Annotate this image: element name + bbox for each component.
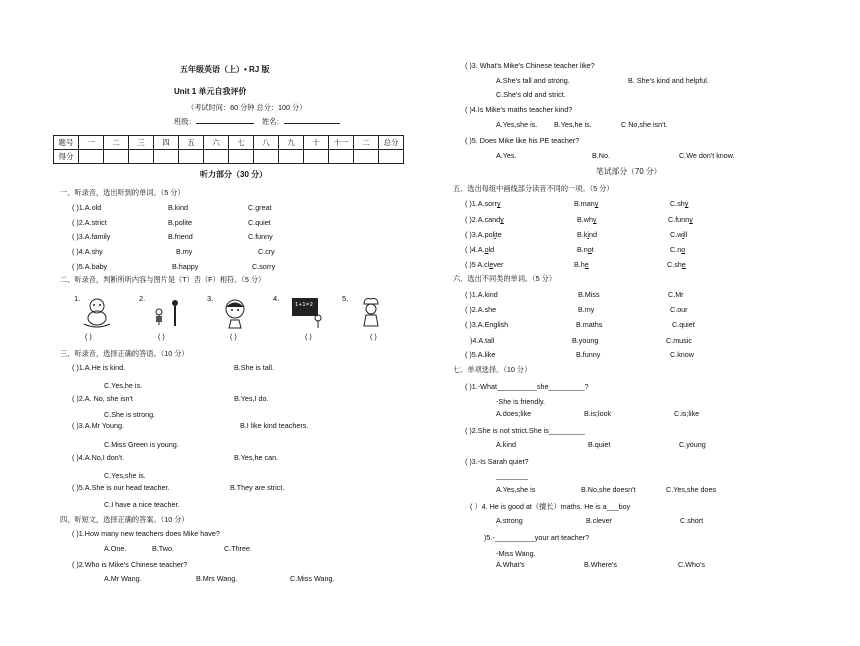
question-item: ( )3.A.Mr Young. — [72, 421, 124, 430]
option-c: C.is;like — [674, 409, 700, 418]
class-label: 班级： — [174, 117, 196, 126]
option-b: B.clever — [586, 516, 612, 525]
underlined-letter: o — [681, 245, 686, 254]
question-item: ( )2.Who is Mike's Chinese teacher? — [72, 560, 188, 569]
answer-bracket[interactable]: ( ) — [370, 332, 377, 341]
option-c — [667, 261, 686, 268]
question-text-suffix: ver — [493, 260, 504, 269]
option-b: B.friend — [168, 232, 193, 241]
option-b: B.No,she doesn't — [581, 485, 636, 494]
option-c — [670, 231, 687, 238]
option-text: B.h — [574, 260, 585, 269]
section-7-title: 七、单项选择。（10 分） — [453, 365, 532, 374]
option-c: C.music — [666, 336, 692, 345]
option-text-suffix: ll — [684, 230, 688, 239]
score-cell: 一 — [79, 136, 104, 150]
underlined-letter: y — [592, 215, 597, 224]
option-a: A.Yes. — [496, 151, 517, 160]
question-item: ( )2.A.strict — [72, 218, 107, 227]
option-b: B.young — [572, 336, 599, 345]
option-c: C.We don't know. — [679, 151, 735, 160]
underlined-letter: i — [682, 230, 684, 239]
section-3-title: 三、听录音，选择正确的答语。（10 分） — [60, 349, 189, 358]
score-input-cell[interactable] — [79, 150, 104, 164]
option-text: B.k — [577, 230, 588, 239]
picture-number: 4. — [273, 294, 280, 303]
question-item: ( )4.A.No,I don't. — [72, 453, 125, 462]
question-item: ( )5. Does Mike like his PE teacher? — [465, 136, 580, 145]
underlined-letter: i — [587, 230, 589, 239]
underlined-letter: e — [584, 260, 589, 269]
class-field[interactable] — [174, 118, 254, 125]
option-c — [670, 246, 685, 253]
score-cell: 九 — [279, 136, 304, 150]
option-b: B.quiet — [588, 440, 611, 449]
picture-number: 2. — [139, 294, 146, 303]
option-a: A.One. — [104, 544, 127, 553]
answer-bracket[interactable]: ( ) — [305, 332, 312, 341]
score-cell: 八 — [254, 136, 279, 150]
written-title: 笔试部分（70 分） — [596, 167, 662, 176]
question-item — [465, 216, 504, 223]
picture-number: 1. — [74, 294, 81, 303]
underlined-letter: o — [484, 245, 489, 254]
question-item — [465, 200, 501, 207]
option-b: B.maths — [576, 320, 603, 329]
option-text: C.sh — [670, 199, 685, 208]
option-c: C.quiet — [248, 218, 271, 227]
option-text-suffix: t — [591, 245, 594, 254]
option-c — [668, 216, 693, 223]
chef-picture — [356, 296, 386, 330]
score-cell: 六 — [204, 136, 229, 150]
monkey-picture — [80, 296, 114, 330]
section-1-title: 一、听录音，选出听到的单词。（5 分） — [60, 188, 185, 197]
page-title: 五年级英语（上）• RJ 版 — [180, 65, 270, 74]
option-text: C.sh — [667, 260, 682, 269]
option-text: C.w — [670, 230, 683, 239]
option-b: B. She's kind and helpful. — [628, 76, 709, 85]
name-field[interactable] — [262, 118, 340, 125]
option-c: C.short — [680, 516, 704, 525]
girl-picture — [220, 298, 250, 330]
option-b: B.happy — [172, 262, 199, 271]
question-text: ( )4.A. — [465, 245, 485, 254]
underlined-letter: y — [594, 199, 599, 208]
option-c: C.She is strong. — [104, 410, 156, 419]
option-b: B.Two. — [152, 544, 174, 553]
question-text: ( )2.A.cand — [465, 215, 501, 224]
option-c: C.Mr — [668, 290, 684, 299]
option-c: C.great — [248, 203, 272, 212]
option-text: C.funn — [668, 215, 690, 224]
reply-text: -She is friendly. — [496, 397, 545, 406]
name-label: 姓名： — [262, 117, 284, 126]
option-b: B.Yes,he can. — [234, 453, 279, 462]
question-item: ( )2.A.she — [465, 305, 497, 314]
question-item: ( ）4. He is good at（擅长）maths. He is a___boy — [470, 502, 631, 511]
option-a: A.She's tall and strong. — [496, 76, 570, 85]
option-c: C.funny — [248, 232, 273, 241]
option-b: B.kind — [168, 203, 188, 212]
option-b: B.Where's — [584, 560, 617, 569]
score-input-cell[interactable] — [104, 150, 129, 164]
question-item: ( )1.How many new teachers does Mike have? — [72, 529, 220, 538]
option-a: A.strong — [496, 516, 523, 525]
underlined-letter: y — [496, 199, 501, 208]
section-4-title: 四、听短文，选择正确的答案。（10 分） — [60, 515, 189, 524]
option-b: B.my — [578, 305, 595, 314]
option-b: B.I like kind teachers. — [240, 421, 309, 430]
score-input-cell[interactable] — [304, 150, 329, 164]
underlined-letter: y — [689, 215, 693, 224]
option-c: C.Three. — [224, 544, 252, 553]
option-c: C.Miss Green is young. — [104, 440, 179, 449]
section-2-title: 二、听录音，判断所听内容与图片是（T）否（F）相符。（5 分） — [60, 275, 266, 284]
score-cell: 五 — [179, 136, 204, 150]
option-a: A.kind — [496, 440, 516, 449]
option-b: B.is;look — [584, 409, 612, 418]
section-5-title: 五、选出每组中画线部分读音不同的一项。（5 分） — [453, 184, 614, 193]
option-a: A.Mr Wang. — [104, 574, 142, 583]
score-table — [53, 135, 404, 164]
picture-number: 3. — [207, 294, 214, 303]
score-cell: 二 — [104, 136, 129, 150]
question-item: ( )4.Is Mike's maths teacher kind? — [465, 105, 573, 114]
option-b — [574, 261, 589, 268]
option-c: C.cry — [258, 247, 275, 256]
option-b: B.No. — [592, 151, 610, 160]
option-c: C.our — [670, 305, 688, 314]
reply-text: -Miss Wang. — [496, 549, 536, 558]
option-c: C.Who's — [678, 560, 705, 569]
score-input-cell[interactable] — [129, 150, 154, 164]
option-a: A.Yes,she is — [496, 485, 536, 494]
score-cell: 四 — [154, 136, 179, 150]
option-c: C.quiet — [672, 320, 695, 329]
question-item — [465, 246, 494, 253]
question-item: ( )2.A. No, she isn't — [72, 394, 133, 403]
score-input-cell[interactable] — [279, 150, 304, 164]
option-c: C No,she isn't. — [621, 120, 668, 129]
option-text-suffix: nd — [589, 230, 597, 239]
option-text: B.man — [574, 199, 595, 208]
option-c: C.know — [670, 350, 694, 359]
score-input-cell[interactable] — [154, 150, 179, 164]
underlined-letter: y — [500, 215, 504, 224]
option-text: B.n — [577, 245, 588, 254]
option-b: B.Yes,he is. — [554, 120, 592, 129]
question-item: ( )5.A.like — [465, 350, 496, 359]
question-item: ( )3. What's Mike's Chinese teacher like? — [465, 61, 595, 70]
option-text: B.wh — [577, 215, 593, 224]
option-c: C.Yes,she does — [666, 485, 717, 494]
score-cell: 七 — [229, 136, 254, 150]
option-c: C.Miss Wang. — [290, 574, 335, 583]
answer-blank[interactable]: ________ — [496, 471, 528, 480]
option-b: B.They are strict. — [230, 483, 285, 492]
score-cell: 总分 — [379, 136, 404, 150]
question-item: )5.-__________your art teacher? — [484, 533, 590, 542]
option-c: C.Yes,he is. — [104, 381, 143, 390]
question-item: ( )5.A.baby — [72, 262, 108, 271]
blackboard-teacher-picture — [290, 296, 326, 330]
option-c — [670, 200, 688, 207]
option-c: C.young — [679, 440, 706, 449]
question-item: ( )2.She is not strict.She is_________ — [465, 426, 585, 435]
question-text-suffix: te — [495, 230, 502, 239]
question-text: ( )5 A.cl — [465, 260, 490, 269]
score-row-label: 得分 — [54, 150, 79, 164]
option-b — [577, 231, 597, 238]
option-b: B.funny — [576, 350, 601, 359]
answer-bracket[interactable]: ( ) — [230, 332, 237, 341]
question-item: ( )3.A.English — [465, 320, 509, 329]
question-text: ( )3.A.pol — [465, 230, 495, 239]
question-item: ( )3.A.family — [72, 232, 111, 241]
option-c: C.She's old and strict. — [496, 90, 566, 99]
option-a: A.What's — [496, 560, 525, 569]
option-b — [577, 246, 594, 253]
option-c: C.Yes,she is. — [104, 471, 146, 480]
option-b: B.my — [176, 247, 193, 256]
section-6-title: 六、选出不同类的单词。（5 分） — [453, 274, 557, 283]
question-item — [465, 261, 503, 268]
score-input-cell[interactable] — [179, 150, 204, 164]
score-table-header-row — [54, 136, 404, 150]
underlined-letter: i — [494, 230, 496, 239]
score-input-cell[interactable] — [329, 150, 354, 164]
score-cell: 二 — [354, 136, 379, 150]
exam-info: （考试时间：60 分钟 总分：100 分） — [187, 103, 307, 112]
unit-subtitle: Unit 1 单元自我评价 — [174, 87, 247, 96]
question-item: ( )1.-What__________she_________? — [465, 382, 589, 391]
score-input-cell[interactable] — [204, 150, 229, 164]
question-item: ( )1.A.kind — [465, 290, 498, 299]
picture-number: 5. — [342, 294, 349, 303]
score-input-cell[interactable] — [379, 150, 404, 164]
option-b: B.Yes,I do. — [234, 394, 269, 403]
question-item: ( )1.A.old — [72, 203, 102, 212]
option-a: A.Yes,she is. — [496, 120, 538, 129]
underlined-letter: y — [684, 199, 689, 208]
option-b: B.She is tall. — [234, 363, 274, 372]
score-table-score-row — [54, 150, 404, 164]
question-item: )4.A.tall — [470, 336, 495, 345]
option-text: C.n — [670, 245, 682, 254]
listening-title: 听力部分（30 分） — [200, 170, 268, 179]
score-cell: 十一 — [329, 136, 354, 150]
tall-short-people-picture — [150, 298, 184, 330]
underlined-letter: o — [587, 245, 592, 254]
score-cell: 题号 — [54, 136, 79, 150]
question-item — [465, 231, 502, 238]
option-a: A.does;like — [496, 409, 532, 418]
score-cell: 十 — [304, 136, 329, 150]
question-item: ( )3.-Is Sarah quiet? — [465, 457, 529, 466]
score-input-cell[interactable] — [229, 150, 254, 164]
option-b: B.Miss — [578, 290, 600, 299]
question-text: ( )1.A.sorr — [465, 199, 497, 208]
svg-text:1+1=2: 1+1=2 — [295, 302, 313, 308]
question-item: ( )1.A.He is kind. — [72, 363, 126, 372]
answer-bracket[interactable]: ( ) — [85, 332, 92, 341]
option-b: B.polite — [168, 218, 192, 227]
option-b — [577, 216, 597, 223]
question-item: ( )4.A.shy — [72, 247, 103, 256]
question-text-suffix: ld — [488, 245, 495, 254]
question-item: ( )5.A.She is our head teacher. — [72, 483, 170, 492]
underlined-letter: e — [681, 260, 686, 269]
score-input-cell[interactable] — [254, 150, 279, 164]
score-cell: 三 — [129, 136, 154, 150]
answer-bracket[interactable]: ( ) — [158, 332, 165, 341]
option-c: C.sorry — [252, 262, 276, 271]
option-c: C.I have a nice teacher. — [104, 500, 180, 509]
option-b: B.Mrs Wang. — [196, 574, 238, 583]
underlined-letter: e — [489, 260, 494, 269]
score-input-cell[interactable] — [354, 150, 379, 164]
option-b — [574, 200, 598, 207]
